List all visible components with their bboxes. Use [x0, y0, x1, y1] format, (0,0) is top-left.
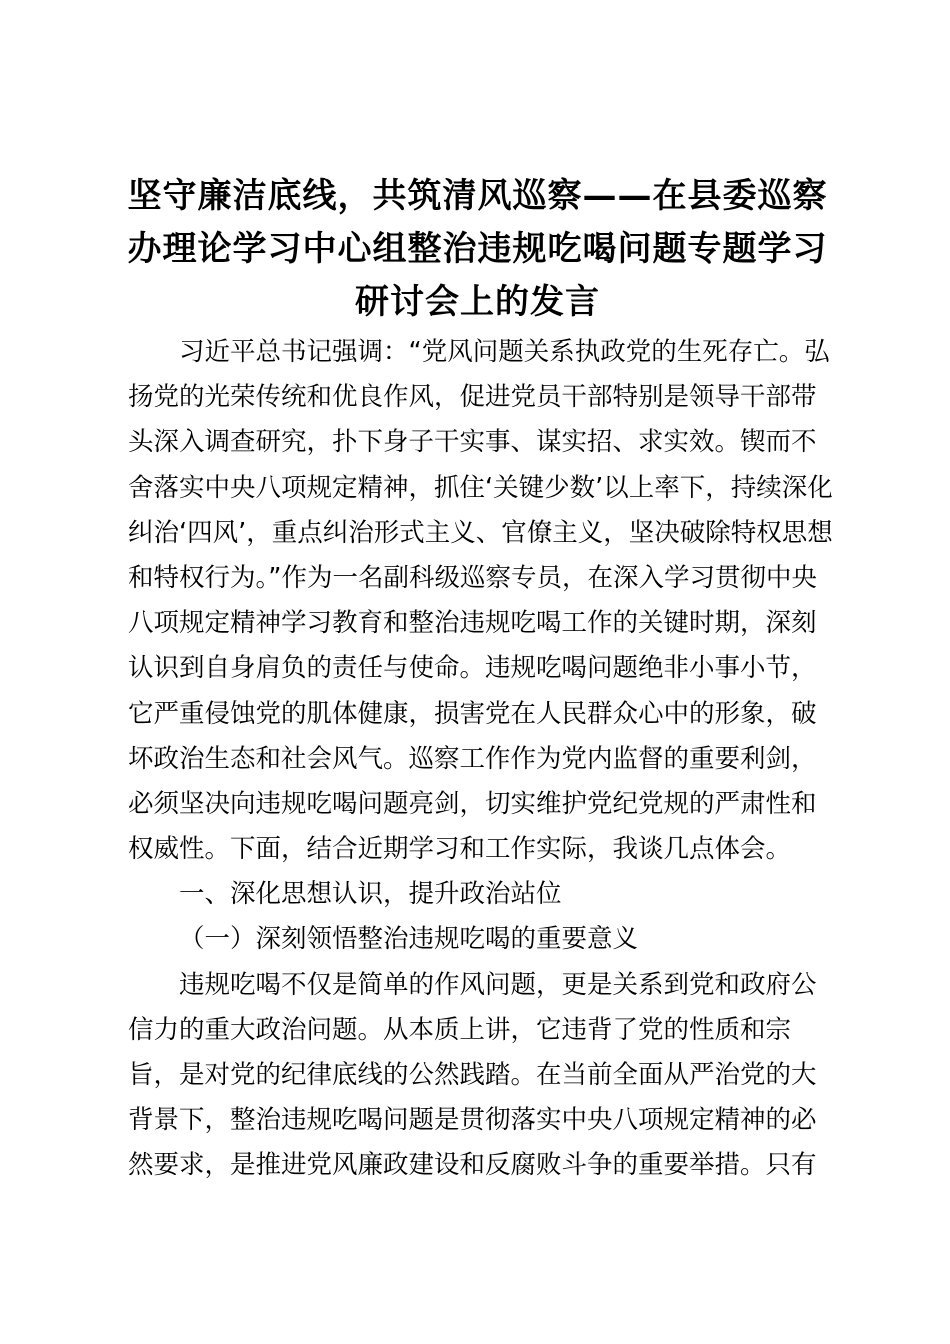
paragraph-line: 舍落实中央八项规定精神，抓住‘关键少数’以上率下，持续深化: [128, 472, 833, 503]
title-line: 研讨会上的发言: [355, 282, 600, 322]
document-title: [120, 170, 835, 329]
section-heading: 一、深化思想认识，提升政治站位: [179, 879, 562, 910]
paragraph-line: 然要求，是推进党风廉政建设和反腐败斗争的重要举措。只有: [128, 1150, 817, 1181]
paragraph-line: 权威性。下面，结合近期学习和工作实际，我谈几点体会。: [128, 834, 792, 865]
paragraph-line: 头深入调查研究，扑下身子干实事、谋实招、求实效。锲而不: [128, 427, 817, 458]
paragraph-line: 八项规定精神学习教育和整治违规吃喝工作的关键时期，深刻: [128, 608, 817, 639]
paragraph-line: 坏政治生态和社会风气。巡察工作作为党内监督的重要利剑，: [128, 743, 817, 774]
paragraph-line: 旨，是对党的纪律底线的公然践踏。在当前全面从严治党的大: [128, 1060, 817, 1090]
paragraph-line: 认识到自身肩负的责任与使命。违规吃喝问题绝非小事小节，: [128, 653, 817, 684]
paragraph-line: 它严重侵蚀党的肌体健康，损害党在人民群众心中的形象，破: [128, 698, 817, 729]
subsection-heading: （一）深刻领悟整治违规吃喝的重要意义: [179, 924, 639, 955]
title-line: 坚守廉洁底线，共筑清风巡察——在县委巡察: [127, 176, 828, 216]
document-body: [128, 330, 838, 1189]
paragraph-line: 和特权行为。”作为一名副科级巡察专员，在深入学习贯彻中央: [128, 562, 817, 593]
paragraph-line: 违规吃喝不仅是简单的作风问题，更是关系到党和政府公: [179, 969, 817, 1000]
paragraph-line: 习近平总书记强调：“党风问题关系执政党的生死存亡。弘: [179, 337, 830, 367]
paragraph-line: 纠治‘四风’，重点纠治形式主义、官僚主义，坚决破除特权思想: [128, 517, 833, 548]
paragraph-line: 必须坚决向违规吃喝问题亮剑，切实维护党纪党规的严肃性和: [128, 788, 817, 819]
paragraph-line: 背景下，整治违规吃喝问题是贯彻落实中央八项规定精神的必: [128, 1105, 817, 1136]
paragraph-line: 扬党的光荣传统和优良作风，促进党员干部特别是领导干部带: [128, 382, 817, 413]
title-line: 办理论学习中心组整治违规吃喝问题专题学习: [127, 229, 828, 269]
paragraph-line: 信力的重大政治问题。从本质上讲，它违背了党的性质和宗: [128, 1014, 792, 1045]
